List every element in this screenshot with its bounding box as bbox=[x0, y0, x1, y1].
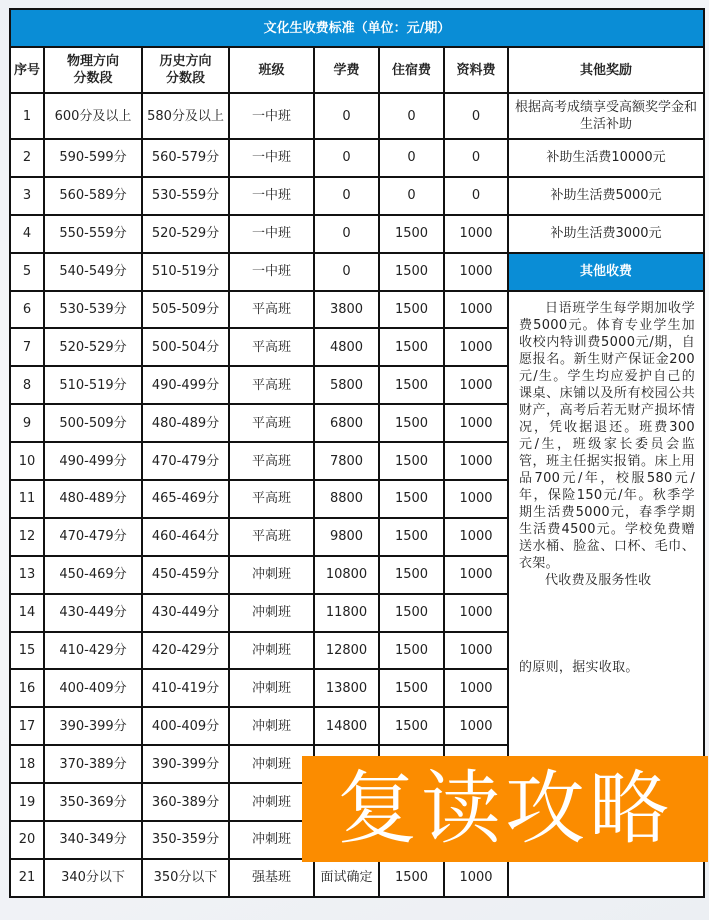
cell-dorm: 1500 bbox=[379, 215, 444, 253]
cell-history: 420-429分 bbox=[142, 632, 229, 670]
cell-materials: 1000 bbox=[444, 328, 508, 366]
cell-dorm: 1500 bbox=[379, 518, 444, 556]
cell-class: 一中班 bbox=[229, 177, 314, 215]
cell-physics: 590-599分 bbox=[44, 139, 142, 177]
cell-materials: 0 bbox=[444, 177, 508, 215]
cell-history: 400-409分 bbox=[142, 707, 229, 745]
cell-dorm: 0 bbox=[379, 177, 444, 215]
table-row bbox=[10, 177, 704, 215]
cell-materials: 1000 bbox=[444, 632, 508, 670]
cell-class: 平高班 bbox=[229, 480, 314, 518]
cell-class: 冲刺班 bbox=[229, 783, 314, 821]
cell-tuition: 11800 bbox=[314, 594, 379, 632]
cell-tuition: 面试确定 bbox=[314, 859, 379, 897]
cell-history: 530-559分 bbox=[142, 177, 229, 215]
cell-materials: 1000 bbox=[444, 707, 508, 745]
cell-physics: 390-399分 bbox=[44, 707, 142, 745]
header-seq: 序号 bbox=[10, 47, 44, 93]
cell-class: 平高班 bbox=[229, 291, 314, 329]
cell-tuition: 0 bbox=[314, 215, 379, 253]
cell-physics: 540-549分 bbox=[44, 253, 142, 291]
cell-reward: 补助生活费10000元 bbox=[508, 139, 704, 177]
cell-class: 冲刺班 bbox=[229, 745, 314, 783]
cell-tuition: 12800 bbox=[314, 632, 379, 670]
cell-class: 强基班 bbox=[229, 859, 314, 897]
cell-class: 一中班 bbox=[229, 139, 314, 177]
cell-materials: 1000 bbox=[444, 253, 508, 291]
cell-physics: 480-489分 bbox=[44, 480, 142, 518]
cell-history: 470-479分 bbox=[142, 442, 229, 480]
cell-tuition: 4800 bbox=[314, 328, 379, 366]
cell-physics: 490-499分 bbox=[44, 442, 142, 480]
cell-history: 520-529分 bbox=[142, 215, 229, 253]
cell-seq: 4 bbox=[10, 215, 44, 253]
cell-materials: 1000 bbox=[444, 291, 508, 329]
cell-materials: 1000 bbox=[444, 404, 508, 442]
cell-materials: 1000 bbox=[444, 556, 508, 594]
cell-history: 460-464分 bbox=[142, 518, 229, 556]
cell-history: 450-459分 bbox=[142, 556, 229, 594]
header-rewards: 其他奖励 bbox=[508, 47, 704, 93]
cell-tuition: 0 bbox=[314, 139, 379, 177]
cell-tuition: 9800 bbox=[314, 518, 379, 556]
cell-dorm: 0 bbox=[379, 139, 444, 177]
cell-materials: 1000 bbox=[444, 442, 508, 480]
cell-physics: 400-409分 bbox=[44, 669, 142, 707]
cell-materials: 1000 bbox=[444, 859, 508, 897]
cell-class: 冲刺班 bbox=[229, 594, 314, 632]
cell-history: 490-499分 bbox=[142, 366, 229, 404]
cell-seq: 9 bbox=[10, 404, 44, 442]
cell-materials: 0 bbox=[444, 93, 508, 139]
cell-materials: 1000 bbox=[444, 669, 508, 707]
cell-history: 350分以下 bbox=[142, 859, 229, 897]
cell-seq: 6 bbox=[10, 291, 44, 329]
cell-class: 冲刺班 bbox=[229, 669, 314, 707]
cell-seq: 12 bbox=[10, 518, 44, 556]
cell-materials: 1000 bbox=[444, 518, 508, 556]
cell-dorm: 1500 bbox=[379, 253, 444, 291]
cell-dorm: 1500 bbox=[379, 480, 444, 518]
cell-seq: 7 bbox=[10, 328, 44, 366]
cell-class: 冲刺班 bbox=[229, 556, 314, 594]
cell-physics: 500-509分 bbox=[44, 404, 142, 442]
cell-seq: 16 bbox=[10, 669, 44, 707]
cell-seq: 11 bbox=[10, 480, 44, 518]
cell-class: 平高班 bbox=[229, 518, 314, 556]
cell-physics: 520-529分 bbox=[44, 328, 142, 366]
cell-reward: 补助生活费3000元 bbox=[508, 215, 704, 253]
cell-seq: 5 bbox=[10, 253, 44, 291]
header-history: 历史方向 分数段 bbox=[142, 47, 229, 93]
other-fees-paragraph-2-end: 的原则，据实收取。 bbox=[519, 659, 639, 675]
cell-physics: 350-369分 bbox=[44, 783, 142, 821]
cell-seq: 20 bbox=[10, 821, 44, 859]
cell-tuition: 0 bbox=[314, 177, 379, 215]
table-title: 文化生收费标准（单位：元/期） bbox=[10, 9, 704, 47]
cell-dorm: 1500 bbox=[379, 859, 444, 897]
cell-seq: 8 bbox=[10, 366, 44, 404]
cell-history: 390-399分 bbox=[142, 745, 229, 783]
cell-seq: 15 bbox=[10, 632, 44, 670]
cell-dorm: 1500 bbox=[379, 442, 444, 480]
cell-history: 360-389分 bbox=[142, 783, 229, 821]
cell-tuition: 8800 bbox=[314, 480, 379, 518]
header-physics: 物理方向 分数段 bbox=[44, 47, 142, 93]
cell-history: 350-359分 bbox=[142, 821, 229, 859]
cell-dorm: 1500 bbox=[379, 556, 444, 594]
cell-class: 冲刺班 bbox=[229, 707, 314, 745]
cell-history: 510-519分 bbox=[142, 253, 229, 291]
cell-dorm: 1500 bbox=[379, 291, 444, 329]
cell-seq: 14 bbox=[10, 594, 44, 632]
other-fees-paragraph-1: 日语班学生每学期加收学费5000元。体育专业学生加收校内特训费5000元/期，自愿报名。新生财产保证金200元/生。学生均应爱护自己的课桌、床铺以及所有校园公共财产，高考后若无财产损坏情况，凭收据退还。班费300元/生，班级家长委员会监管，班主任据实报销。床上用品700元/年，校服580元/年，保险150元/年。秋季学期生活费5000元，春季学期生活费4500元。学校免费赠送水桶、脸盆、口杯、毛巾、衣架。 bbox=[519, 300, 695, 571]
banner-text: 复读攻略 bbox=[337, 762, 673, 855]
other-fees-paragraph-2-start: 代收费及服务性收 bbox=[545, 572, 652, 588]
cell-seq: 18 bbox=[10, 745, 44, 783]
cell-history: 500-504分 bbox=[142, 328, 229, 366]
header-row bbox=[10, 47, 704, 93]
cell-materials: 1000 bbox=[444, 594, 508, 632]
cell-materials: 1000 bbox=[444, 366, 508, 404]
cell-history: 430-449分 bbox=[142, 594, 229, 632]
header-materials: 资料费 bbox=[444, 47, 508, 93]
cell-materials: 1000 bbox=[444, 215, 508, 253]
cell-history: 580分及以上 bbox=[142, 93, 229, 139]
cell-dorm: 1500 bbox=[379, 669, 444, 707]
cell-physics: 450-469分 bbox=[44, 556, 142, 594]
cell-physics: 340-349分 bbox=[44, 821, 142, 859]
cell-materials: 1000 bbox=[444, 480, 508, 518]
cell-seq: 2 bbox=[10, 139, 44, 177]
table-row bbox=[10, 291, 704, 329]
cell-dorm: 1500 bbox=[379, 632, 444, 670]
cell-physics: 600分及以上 bbox=[44, 93, 142, 139]
table-row bbox=[10, 93, 704, 139]
header-class: 班级 bbox=[229, 47, 314, 93]
header-tuition: 学费 bbox=[314, 47, 379, 93]
cell-physics: 530-539分 bbox=[44, 291, 142, 329]
cell-physics: 430-449分 bbox=[44, 594, 142, 632]
cell-tuition: 3800 bbox=[314, 291, 379, 329]
cell-seq: 21 bbox=[10, 859, 44, 897]
cell-dorm: 1500 bbox=[379, 707, 444, 745]
cell-physics: 510-519分 bbox=[44, 366, 142, 404]
cell-dorm: 0 bbox=[379, 93, 444, 139]
table-row bbox=[10, 253, 704, 291]
cell-dorm: 1500 bbox=[379, 594, 444, 632]
cell-dorm: 1500 bbox=[379, 328, 444, 366]
cell-dorm: 1500 bbox=[379, 366, 444, 404]
header-dorm: 住宿费 bbox=[379, 47, 444, 93]
cell-history: 560-579分 bbox=[142, 139, 229, 177]
cell-history: 480-489分 bbox=[142, 404, 229, 442]
other-fees-heading: 其他收费 bbox=[508, 253, 704, 291]
cell-class: 冲刺班 bbox=[229, 821, 314, 859]
cell-materials: 0 bbox=[444, 139, 508, 177]
cell-seq: 10 bbox=[10, 442, 44, 480]
cell-class: 一中班 bbox=[229, 93, 314, 139]
cell-tuition: 0 bbox=[314, 253, 379, 291]
cell-physics: 550-559分 bbox=[44, 215, 142, 253]
cell-class: 冲刺班 bbox=[229, 632, 314, 670]
cell-physics: 370-389分 bbox=[44, 745, 142, 783]
cell-reward: 根据高考成绩享受高额奖学金和生活补助 bbox=[508, 93, 704, 139]
table-row bbox=[10, 139, 704, 177]
cell-tuition: 13800 bbox=[314, 669, 379, 707]
cell-seq: 3 bbox=[10, 177, 44, 215]
cell-physics: 340分以下 bbox=[44, 859, 142, 897]
cell-class: 平高班 bbox=[229, 442, 314, 480]
cell-physics: 410-429分 bbox=[44, 632, 142, 670]
cell-seq: 1 bbox=[10, 93, 44, 139]
cell-tuition: 5800 bbox=[314, 366, 379, 404]
cell-seq: 17 bbox=[10, 707, 44, 745]
cell-tuition: 10800 bbox=[314, 556, 379, 594]
cell-seq: 19 bbox=[10, 783, 44, 821]
watermark-banner bbox=[302, 756, 708, 862]
cell-dorm: 1500 bbox=[379, 404, 444, 442]
cell-class: 平高班 bbox=[229, 366, 314, 404]
cell-seq: 13 bbox=[10, 556, 44, 594]
table-row bbox=[10, 215, 704, 253]
cell-tuition: 6800 bbox=[314, 404, 379, 442]
cell-tuition: 7800 bbox=[314, 442, 379, 480]
cell-class: 一中班 bbox=[229, 215, 314, 253]
cell-class: 平高班 bbox=[229, 328, 314, 366]
cell-reward: 补助生活费5000元 bbox=[508, 177, 704, 215]
cell-tuition: 14800 bbox=[314, 707, 379, 745]
cell-tuition: 0 bbox=[314, 93, 379, 139]
cell-history: 505-509分 bbox=[142, 291, 229, 329]
cell-physics: 470-479分 bbox=[44, 518, 142, 556]
cell-class: 平高班 bbox=[229, 404, 314, 442]
cell-physics: 560-589分 bbox=[44, 177, 142, 215]
cell-history: 410-419分 bbox=[142, 669, 229, 707]
cell-class: 一中班 bbox=[229, 253, 314, 291]
cell-history: 465-469分 bbox=[142, 480, 229, 518]
